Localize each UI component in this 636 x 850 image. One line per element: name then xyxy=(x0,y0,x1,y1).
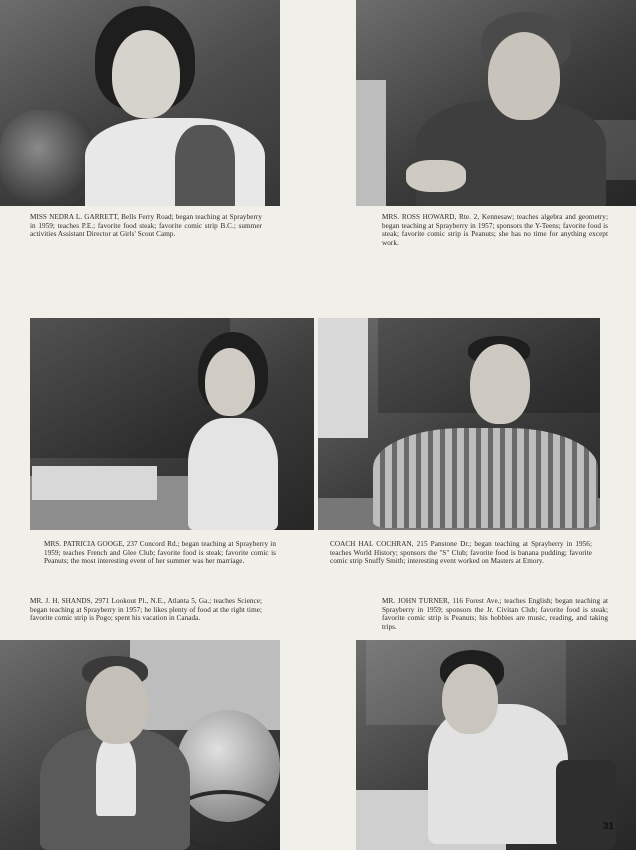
hands xyxy=(406,160,466,192)
books xyxy=(32,466,157,500)
photo-turner xyxy=(356,640,636,850)
caption-garrett: MISS NEDRA L. GARRETT, Bells Ferry Road; began teaching at Sprayberry in 1959; teaches P.E.; favorite food steak; favorite comic strip B.C.; summer activities Assistant Director at Girls' Scout Camp. xyxy=(30,213,262,239)
caption-googe: MRS. PATRICIA GOOGE, 237 Concord Rd.; began teaching at Sprayberry in 1959; teaches French and Glee Club; favorite food is steak; favorite comic is Peanuts; the most interesting event of her summer was her marriage. xyxy=(44,540,276,566)
photo-googe xyxy=(30,318,314,530)
plant-decoration xyxy=(0,110,95,206)
chair xyxy=(556,760,616,850)
caption-turner: MR. JOHN TURNER, 116 Forest Ave.; teaches English; began teaching at Sprayberry in 1959; sponsors the Jr. Civitan Club; favorite food is steak; favorite comic strip is Peanuts; his hobbies are music, reading, and taking trips. xyxy=(382,597,608,631)
caption-howard: MRS. ROSS HOWARD, Rte. 2, Kennesaw; teaches algebra and geometry; began teaching at Sprayberry in 1957; sponsors the Y-Teens; favorite food is steak; favorite comic strip is Peanuts; she has no time for anything except work. xyxy=(382,213,608,247)
page-number: 31 xyxy=(602,821,614,832)
caption-shands: MR. J. H. SHANDS, 2971 Lookout Pl., N.E., Atlanta 5, Ga.; teaches Science; began teaching at Sprayberry in 1957; he likes plenty of food at the right time; favorite comic strip is Pogo; spent his vacation in Canada. xyxy=(30,597,262,623)
photo-cochran xyxy=(318,318,600,530)
photo-howard xyxy=(356,0,636,206)
photo-shands xyxy=(0,640,280,850)
caption-cochran: COACH HAL COCHRAN, 215 Panstone Dr.; began teaching at Sprayberry in 1956; teaches World History; sponsors the "S" Club; favorite food is banana pudding; favorite comic strip Snuffy Smith; interesting event worked on Masters at Emory. xyxy=(330,540,592,566)
photo-garrett xyxy=(0,0,280,206)
